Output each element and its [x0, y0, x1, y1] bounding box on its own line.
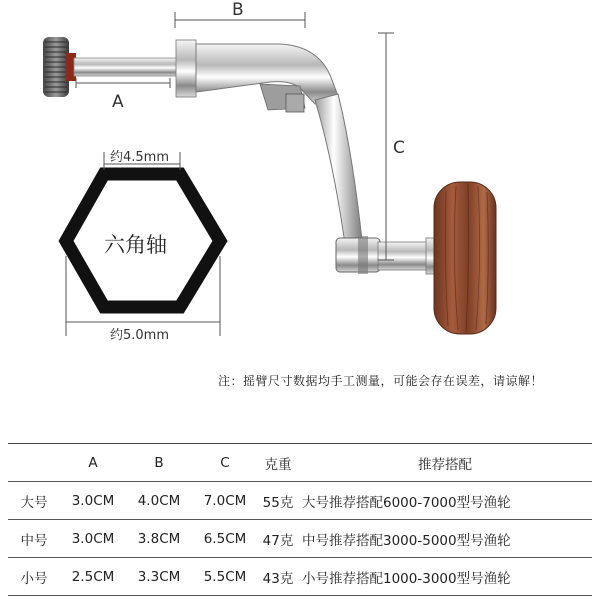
- table-cell: 43克: [262, 570, 294, 587]
- table-cell: 7.0CM: [203, 492, 247, 509]
- table-cell: 6.5CM: [203, 530, 247, 547]
- table-cell: 大号推荐搭配6000-7000型号渔轮: [302, 494, 511, 511]
- table-cell: 3.3CM: [137, 568, 181, 585]
- table-cell: 3.8CM: [137, 530, 181, 547]
- table-cell: 3.0CM: [71, 530, 115, 547]
- table-cell: 5.5CM: [203, 568, 247, 585]
- dimension-b-label: B: [232, 0, 244, 20]
- table-cell: 55克: [262, 494, 294, 511]
- table-cell: 3.0CM: [71, 492, 115, 509]
- table-row: [8, 520, 592, 558]
- table-header-cell: B: [154, 454, 164, 471]
- table-cell: 小号推荐搭配1000-3000型号渔轮: [302, 570, 511, 587]
- table-cell: 大号: [20, 494, 48, 511]
- table-cell: 小号: [20, 570, 48, 587]
- hex-shaft-label: 六角轴: [104, 233, 167, 257]
- hex-width-bottom: 约5.0mm: [110, 328, 170, 343]
- table-cell: 中号推荐搭配3000-5000型号渔轮: [302, 532, 511, 549]
- table-header-cell: C: [220, 454, 230, 471]
- table-header-row: [8, 444, 592, 482]
- table-header-cell: A: [88, 454, 98, 471]
- spec-table: [8, 443, 592, 596]
- table-cell: 47克: [262, 532, 294, 549]
- table-header-cell: 推荐搭配: [418, 456, 472, 473]
- table-cell: 2.5CM: [71, 568, 115, 585]
- dimension-a-label: A: [112, 92, 124, 112]
- table-header-cell: 克重: [264, 456, 292, 473]
- table-cell: 4.0CM: [137, 492, 181, 509]
- table-row: [8, 558, 592, 596]
- table-row: [8, 482, 592, 520]
- table-cell: 中号: [20, 532, 48, 549]
- measurement-note: 注：摇臂尺寸数据均手工测量，可能会存在误差，请谅解！: [218, 374, 544, 388]
- hex-width-top: 约4.5mm: [110, 150, 170, 165]
- knurled-nut: [43, 37, 76, 97]
- dimension-c-label: C: [393, 138, 405, 158]
- table-header-cell: [8, 444, 60, 482]
